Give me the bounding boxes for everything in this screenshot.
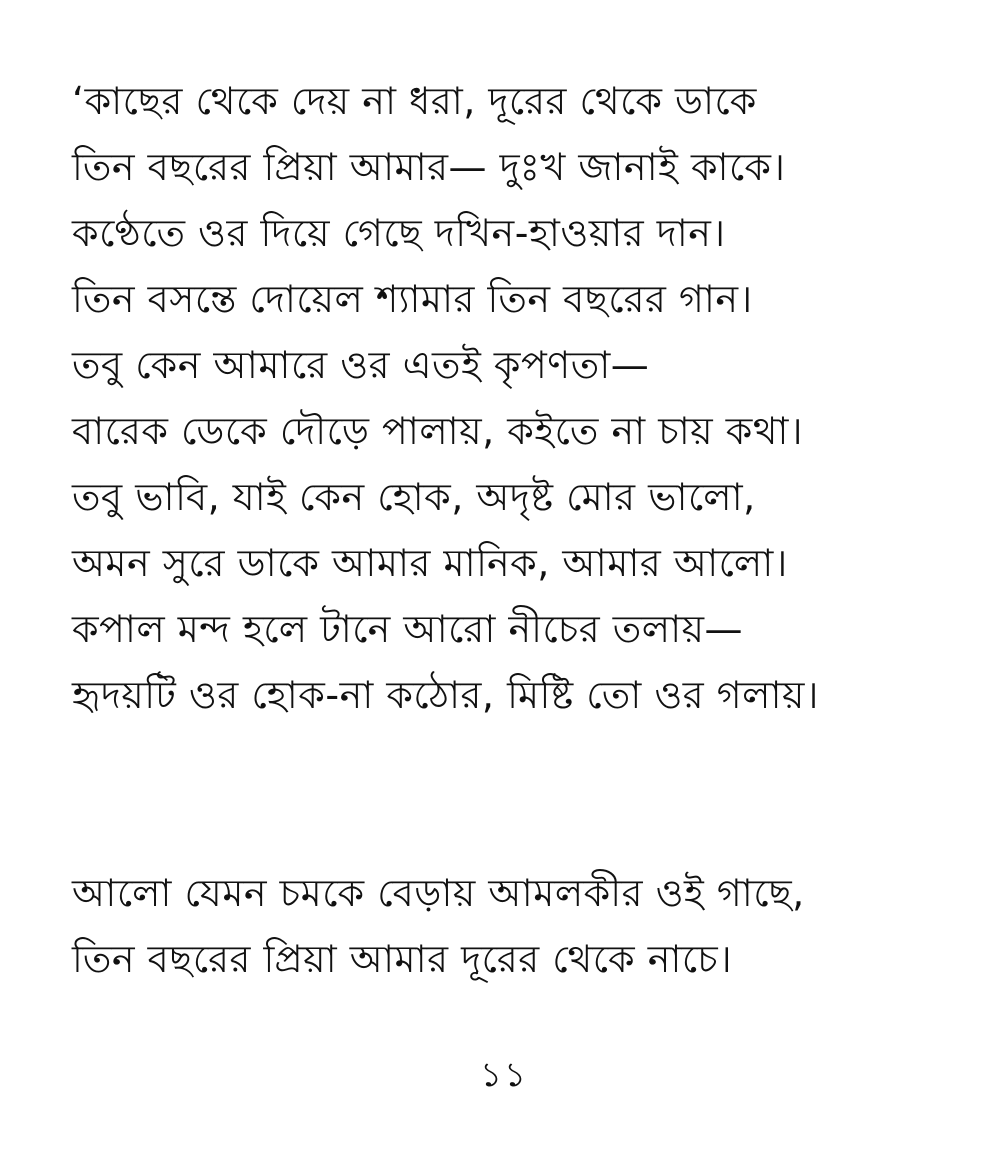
poem-stanza-1 xyxy=(72,68,972,728)
poem-line: বারেক ডেকে দৌড়ে পালায়, কইতে না চায় কথা। xyxy=(72,409,804,453)
poem-line: তবু ভাবি, যাই কেন হোক, অদৃষ্ট মোর ভালো, xyxy=(72,475,756,519)
poem-line: কণ্ঠেতে ওর দিয়ে গেছে দখিন-হাওয়ার দান। xyxy=(72,211,726,255)
poem-stanza-2 xyxy=(72,860,972,992)
poem-line: কপাল মন্দ হলে টানে আরো নীচের তলায়— xyxy=(72,607,743,651)
poem-line: তবু কেন আমারে ওর এতই কৃপণতা— xyxy=(72,343,650,387)
poem-line: হৃদয়টি ওর হোক-না কঠোর, মিষ্টি তো ওর গলায়। xyxy=(72,673,819,717)
page-number: ১১ xyxy=(479,1055,529,1095)
poem-line: তিন বছরের প্রিয়া আমার— দুঃখ জানাই কাকে। xyxy=(72,145,786,189)
poem-line: তিন বসন্তে দোয়েল শ্যামার তিন বছরের গান। xyxy=(72,277,753,321)
poem-line: তিন বছরের প্রিয়া আমার দূরের থেকে নাচে। xyxy=(72,937,733,981)
poem-line: ‘কাছের থেকে দেয় না ধরা, দূরের থেকে ডাকে xyxy=(72,79,757,123)
poem-line: অমন সুরে ডাকে আমার মানিক, আমার আলো। xyxy=(72,541,788,585)
poem-line: আলো যেমন চমকে বেড়ায় আমলকীর ওই গাছে, xyxy=(72,871,805,915)
